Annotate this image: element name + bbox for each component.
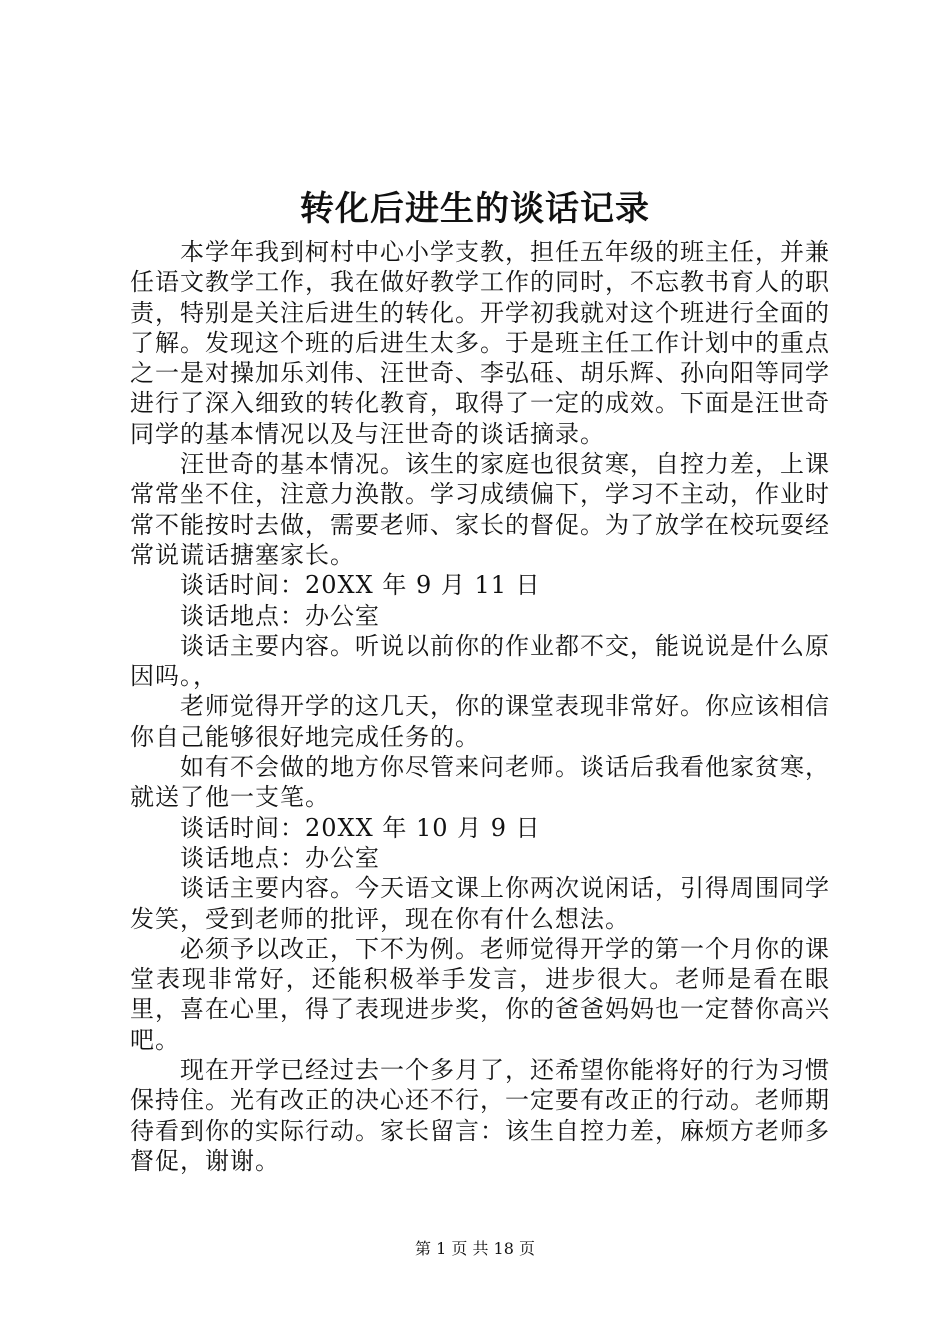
talk-time-1: 谈话时间：20XX 年 9 月 11 日 (180, 571, 541, 600)
paragraph-encouragement: 老师觉得开学的这几天，你的课堂表现非常好。你应该相信你自己能够很好地完成任务的。 (130, 692, 830, 751)
document-body (130, 237, 830, 1176)
talk-location-2: 谈话地点：办公室 (180, 843, 380, 872)
talk-location-1: 谈话地点：办公室 (180, 601, 380, 630)
talk-content-1: 谈话主要内容。听说以前你的作业都不交，能说说是什么原因吗。， (130, 631, 830, 691)
paragraph-student-background: 汪世奇的基本情况。该生的家庭也很贫寒，自控力差，上课常常坐不住，注意力涣散。学习成绩偏下，学习不主动，作业时常不能按时去做，需要老师、家长的督促。为了放学在校玩耍经常说谎话搪塞家长。 (130, 450, 830, 569)
paragraph-praise: 必须予以改正，下不为例。老师觉得开学的第一个月你的课堂表现非常好，还能积极举手发言，进步很大。老师是看在眼里，喜在心里，得了表现进步奖，你的爸爸妈妈也一定替你高兴吧。 (130, 934, 830, 1054)
page-footer: 第 1 页 共 18 页 (415, 1239, 535, 1258)
document-title: 转化后进生的谈话记录 (300, 189, 650, 229)
paragraph-intro: 本学年我到柯村中心小学支教，担任五年级的班主任，并兼任语文教学工作，我在做好教学工作的同时，不忘教书育人的职责，特别是关注后进生的转化。开学初我就对这个班进行全面的了解。发现这个班的后进生太多。于是班主任工作计划中的重点之一是对操加乐刘伟、汪世奇、李弘砡、胡乐辉、孙向阳等同学进行了深入细致的转化教育，取得了一定的成效。下面是汪世奇同学的基本情况以及与汪世奇的谈话摘录。 (130, 238, 830, 448)
talk-content-2: 谈话主要内容。今天语文课上你两次说闲话，引得周围同学发笑，受到老师的批评，现在你有什么想法。 (130, 874, 830, 933)
talk-time-2: 谈话时间：20XX 年 10 月 9 日 (180, 813, 541, 842)
paragraph-gift: 如有不会做的地方你尽管来问老师。谈话后我看他家贫寒，就送了他一支笔。 (130, 753, 830, 812)
paragraph-expectation: 现在开学已经过去一个多月了，还希望你能将好的行为习惯保持住。光有改正的决心还不行，一定要有改正的行动。老师期待看到你的实际行动。家长留言：该生自控力差，麻烦方老师多督促，谢谢。 (130, 1056, 830, 1175)
